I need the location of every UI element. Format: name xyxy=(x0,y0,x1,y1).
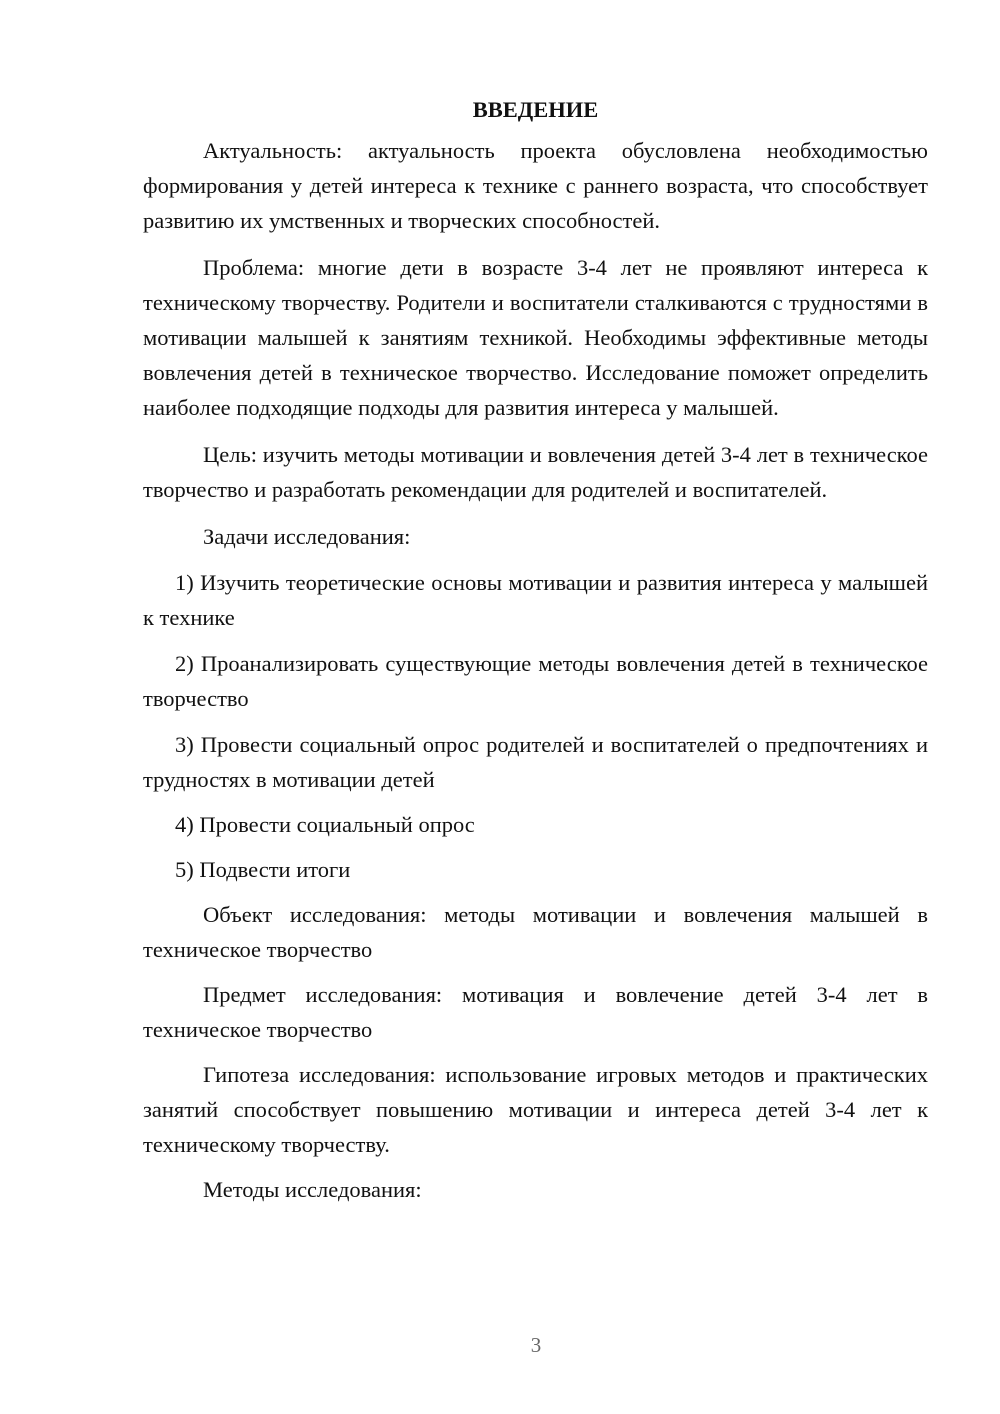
paragraph-object: Объект исследования: методы мотивации и вовлечения малышей в техническое творчество xyxy=(143,902,928,962)
section-title: ВВЕДЕНИЕ xyxy=(472,97,599,122)
paragraph-problem: Проблема: многие дети в возрасте 3-4 лет не проявляют интереса к техническому творчеству. Родители и воспитатели сталкиваются с трудностями в мотивации малышей к занятиям техникой. Необходимы эффективные методы вовлечения детей в техническое творчество. Исследование поможет определить наиболее подходящие подходы для развития интереса у малышей. xyxy=(143,255,928,420)
task-item-3: 3) Провести социальный опрос родителей и воспитателей о предпочтениях и трудностях в мотивации детей xyxy=(143,732,928,792)
paragraph-tasks-heading: Задачи исследования: xyxy=(203,524,411,549)
task-item-4: 4) Провести социальный опрос xyxy=(175,812,475,837)
task-item-2: 2) Проанализировать существующие методы вовлечения детей в техническое творчество xyxy=(143,651,928,711)
paragraph-methods-heading: Методы исследования: xyxy=(203,1177,422,1202)
task-item-5: 5) Подвести итоги xyxy=(175,857,351,882)
paragraph-relevance: Актуальность: актуальность проекта обусловлена необходимостью формирования у детей интереса к технике с раннего возраста, что способствует развитию их умственных и творческих способностей. xyxy=(143,138,928,233)
paragraph-goal: Цель: изучить методы мотивации и вовлечения детей 3-4 лет в техническое творчество и разработать рекомендации для родителей и воспитателей. xyxy=(143,442,928,502)
paragraph-hypothesis: Гипотеза исследования: использование игровых методов и практических занятий способствует повышению мотивации и интереса детей 3-4 лет к техническому творчеству. xyxy=(143,1062,928,1157)
paragraph-subject: Предмет исследования: мотивация и вовлечение детей 3-4 лет в техническое творчество xyxy=(143,982,928,1042)
page-number: 3 xyxy=(530,1333,542,1357)
page-content xyxy=(143,92,928,1207)
task-item-1: 1) Изучить теоретические основы мотивации и развития интереса у малышей к технике xyxy=(143,570,928,630)
